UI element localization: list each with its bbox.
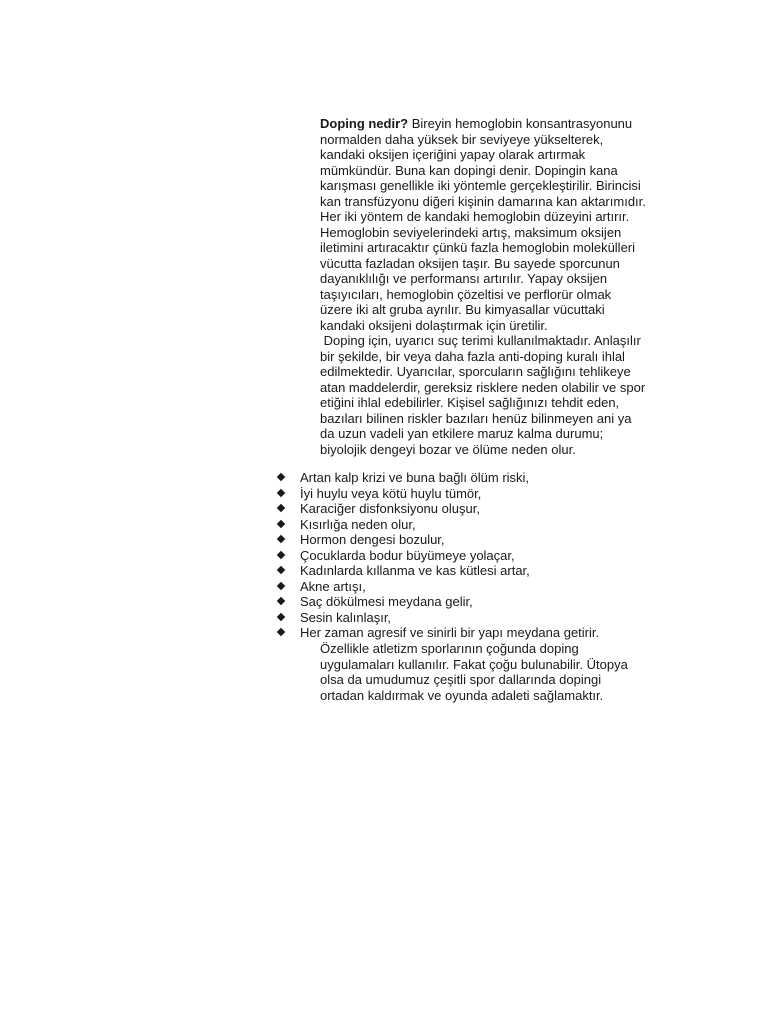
- risk-text: Sesin kalınlaşır,: [300, 609, 392, 625]
- risk-text: Akne artışı,: [300, 578, 366, 594]
- intro-line: Her iki yöntem de kandaki hemoglobin düzeyini artırır.: [320, 209, 630, 224]
- intro-line: karışması genellikle iki yöntemle gerçekleştirilir. Birincisi: [320, 178, 641, 193]
- intro-line: etiğini ihlal edebilirler. Kişisel sağlığınızı tehdit eden,: [320, 395, 620, 410]
- closing-line: Özellikle atletizm sporlarının çoğunda doping: [320, 641, 579, 656]
- intro-line: Doping için, uyarıcı suç terimi kullanılmaktadır. Anlaşılır: [320, 333, 641, 348]
- intro-line: bir şekilde, bir veya daha fazla anti-doping kuralı ihlal: [320, 348, 625, 364]
- intro-line: dayanıklılığı ve performansı artırılır. Yapay oksijen: [320, 271, 608, 286]
- diamond-bullet-icon: [277, 488, 285, 496]
- diamond-bullet-icon: [277, 597, 285, 605]
- risk-list-item: [276, 548, 599, 564]
- risk-list-item: [276, 470, 599, 486]
- diamond-bullet-icon: [277, 581, 285, 589]
- diamond-bullet-icon: [277, 628, 285, 636]
- intro-line: biyolojik dengeyi bozar ve ölüme neden olur.: [320, 441, 576, 457]
- intro-heading: Doping nedir?: [320, 116, 409, 131]
- diamond-bullet-icon: [277, 473, 285, 481]
- intro-line: da uzun vadeli yan etkilere maruz kalma durumu;: [320, 426, 604, 441]
- intro-line: kandaki oksijeni dolaştırmak için üretilir.: [320, 317, 548, 333]
- intro-line: bazıları bilinen riskler bazıları henüz bilinmeyen ani ya: [320, 410, 632, 426]
- intro-line: kan transfüzyonu diğeri kişinin damarına kan aktarımıdır.: [320, 193, 646, 209]
- risk-text: Her zaman agresif ve sinirli bir yapı meydana getirir.: [300, 625, 600, 640]
- diamond-bullet-icon: [277, 566, 285, 574]
- risk-list-item: [276, 501, 599, 517]
- intro-line: Hemoglobin seviyelerindeki artış, maksimum oksijen: [320, 224, 622, 240]
- diamond-bullet-icon: [277, 550, 285, 558]
- diamond-bullet-icon: [277, 519, 285, 527]
- intro-line: iletimini artıracaktır çünkü fazla hemoglobin molekülleri: [320, 240, 636, 255]
- intro-line: kandaki oksijen içeriğini yapay olarak artırmak: [320, 147, 586, 162]
- risk-list: [276, 470, 599, 641]
- risk-text: Karaciğer disfonksiyonu oluşur,: [300, 501, 480, 516]
- intro-line: normalden daha yüksek bir seviyeye yükselterek,: [320, 131, 604, 147]
- closing-paragraph: [320, 641, 700, 703]
- risk-text: Çocuklarda bodur büyümeye yolaçar,: [300, 547, 515, 563]
- risk-text: Saç dökülmesi meydana gelir,: [300, 594, 473, 609]
- intro-first-line-rest: Bireyin hemoglobin konsantrasyonunu: [408, 116, 633, 131]
- diamond-bullet-icon: [277, 535, 285, 543]
- risk-list-item: [276, 610, 599, 626]
- risk-list-item: [276, 594, 599, 610]
- intro-line: taşıyıcıları, hemoglobin çözeltisi ve perflorür olmak: [320, 286, 612, 302]
- risk-text: Artan kalp krizi ve buna bağlı ölüm riski,: [300, 470, 530, 485]
- intro-line: üzere iki alt gruba ayrılır. Bu kimyasallar vücuttaki: [320, 302, 605, 317]
- risk-list-item: [276, 532, 599, 548]
- closing-line: olsa da umudumuz çeşitli spor dallarında dopingi: [320, 672, 602, 687]
- closing-line: ortadan kaldırmak ve oyunda adaleti sağlamaktır.: [320, 687, 604, 703]
- closing-line: uygulamaları kullanılır. Fakat çoğu bulunabilir. Ütopya: [320, 656, 628, 672]
- intro-line: vücutta fazladan oksijen taşır. Bu sayede sporcunun: [320, 255, 620, 271]
- risk-text: Hormon dengesi bozulur,: [300, 532, 445, 547]
- risk-list-item: [276, 625, 599, 641]
- intro-line: atan maddelerdir, gereksiz risklere neden olabilir ve spor: [320, 379, 646, 395]
- risk-list-item: [276, 517, 599, 533]
- risk-text: Kadınlarda kıllanma ve kas kütlesi artar,: [300, 563, 530, 578]
- risk-list-item: [276, 486, 599, 502]
- intro-line: edilmektedir. Uyarıcılar, sporcuların sağlığını tehlikeye: [320, 364, 631, 379]
- diamond-bullet-icon: [277, 504, 285, 512]
- intro-first-line: [320, 116, 690, 132]
- risk-list-item: [276, 579, 599, 595]
- risk-text: İyi huylu veya kötü huylu tümör,: [300, 485, 482, 501]
- intro-paragraph: [320, 116, 690, 457]
- diamond-bullet-icon: [277, 612, 285, 620]
- intro-line: mümkündür. Buna kan dopingi denir. Dopingin kana: [320, 162, 618, 178]
- risk-text: Kısırlığa neden olur,: [300, 516, 416, 532]
- risk-list-item: [276, 563, 599, 579]
